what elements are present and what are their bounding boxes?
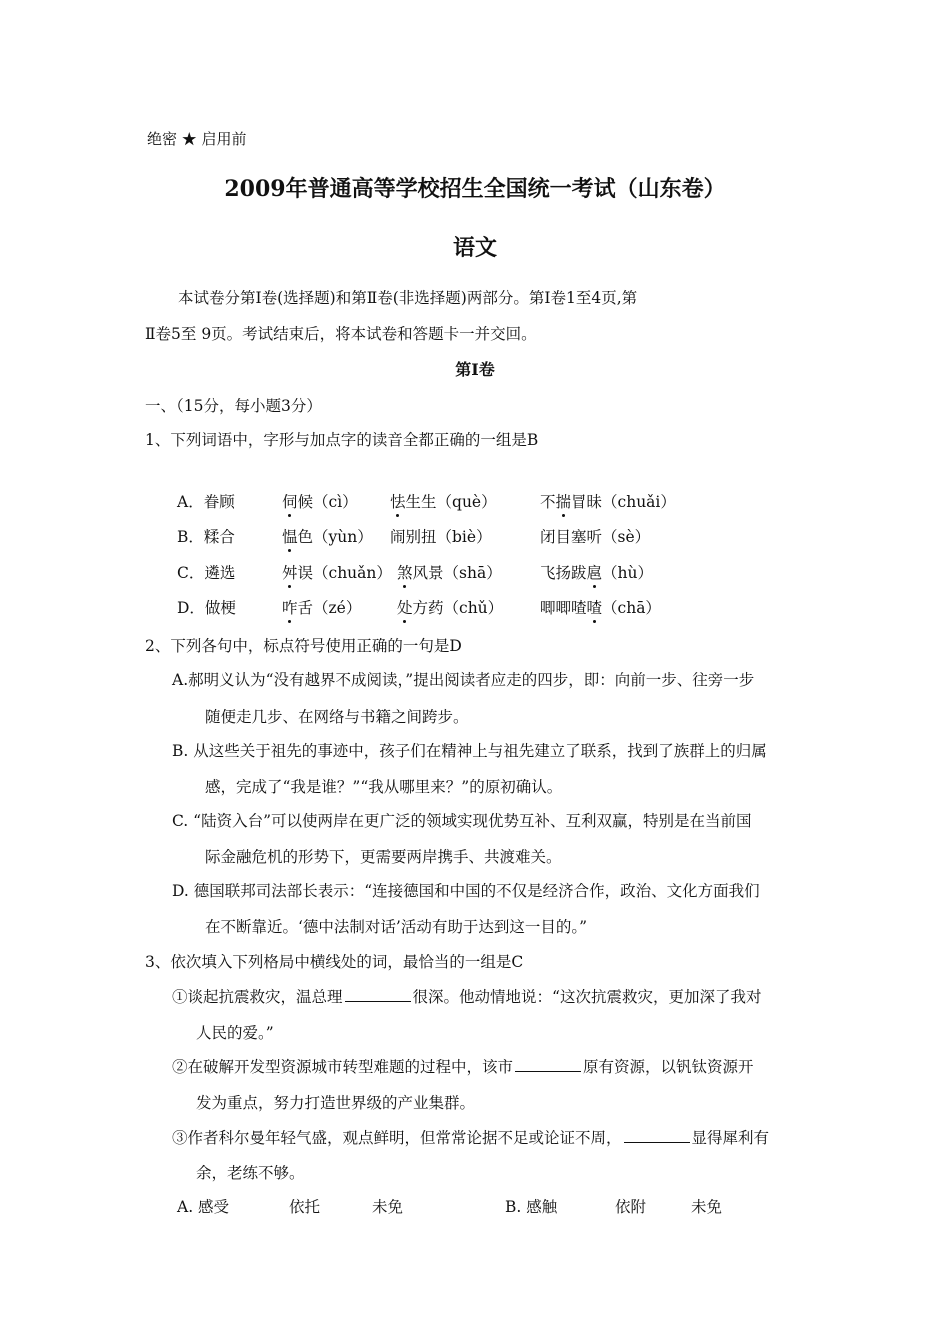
option-label: D．做梗 <box>177 599 236 617</box>
dotted-char: 伺 <box>282 490 298 512</box>
q2-option-c-line-2: 际金融危机的形势下，更需要两岸携手、共渡难关。 <box>205 848 562 866</box>
q2-option-a-line-1: A.郝明义认为“没有越界不成阅读，”提出阅读者应走的四步，即：向前一步、往旁一步 <box>172 671 755 689</box>
dotted-char: 咋 <box>282 596 298 618</box>
confidential-mark: 绝密 ★ 启用前 <box>147 130 247 148</box>
dotted-char: 扈 <box>587 561 603 583</box>
q3-option-a-word-3: 未免 <box>372 1198 404 1216</box>
dotted-char: 处 <box>397 596 413 618</box>
fill-blank <box>624 1128 690 1143</box>
dotted-char: 喳 <box>587 596 603 618</box>
q3-sentence-1-line-1: ①谈起抗震救灾，温总理 很深。他动情地说：“这次抗震救灾，更加深了我对 <box>172 988 762 1006</box>
q3-sentence-3-line-1: ③作者科尔曼年轻气盛，观点鲜明，但常常论据不足或论证不周， 显得犀利有 <box>172 1129 770 1147</box>
question-1-stem: 1、下列词语中，字形与加点字的读音全都正确的一组是B <box>145 431 539 449</box>
dotted-char: 怯 <box>390 490 406 512</box>
q3-option-b-label: B. 感触 <box>505 1198 558 1216</box>
fill-blank <box>345 987 411 1002</box>
q3-option-a-word-2: 依托 <box>289 1198 321 1216</box>
option-label: B．糅合 <box>177 528 235 546</box>
section-heading: 第Ⅰ卷 <box>455 360 495 379</box>
option-label: A．眷顾 <box>177 493 235 511</box>
q1-option-d: D．做梗 咋舌（zé） 处方药（chǔ） 唧唧喳喳（chā） <box>0 596 950 618</box>
q2-option-a-line-2: 随便走几步、在网络与书籍之间跨步。 <box>205 708 469 726</box>
part-one-heading: 一、（15分，每小题3分） <box>145 397 322 415</box>
q2-option-b-line-2: 感，完成了“我是谁？”“我从哪里来？”的原初确认。 <box>205 778 563 796</box>
fill-blank <box>515 1057 581 1072</box>
q3-sentence-2-line-1: ②在破解开发型资源城市转型难题的过程中，该市 原有资源，以钒钛资源开 <box>172 1058 754 1076</box>
q3-option-a-label: A. 感受 <box>177 1198 230 1216</box>
dotted-char: 揣 <box>556 490 572 512</box>
q3-sentence-2-line-2: 发为重点，努力打造世界级的产业集群。 <box>196 1094 476 1112</box>
exam-title: 2009年普通高等学校招生全国统一考试（山东卷） <box>224 176 726 202</box>
dotted-char: 愠 <box>282 525 298 547</box>
q3-sentence-3-line-2: 余，老练不够。 <box>196 1164 305 1182</box>
q3-option-b-word-3: 未免 <box>691 1198 723 1216</box>
intro-line-2: Ⅱ卷5至 9页。考试结束后，将本试卷和答题卡一并交回。 <box>145 325 537 343</box>
q3-option-b-word-2: 依附 <box>615 1198 647 1216</box>
q2-option-d-line-1: D. 德国联邦司法部长表示：“连接德国和中国的不仅是经济合作，政治、文化方面我们 <box>172 882 760 900</box>
q3-options-row <box>0 1195 950 1217</box>
q2-option-d-line-2: 在不断靠近。‘德中法制对话’活动有助于达到这一目的。” <box>205 918 588 936</box>
question-3-stem: 3、依次填入下列格局中横线处的词，最恰当的一组是C <box>145 953 524 971</box>
q2-option-c-line-1: C. “陆资入台”可以使两岸在更广泛的领域实现优势互补、互利双赢，特别是在当前国 <box>172 812 752 830</box>
dotted-char: 煞 <box>397 561 413 583</box>
q1-option-c: C．遴选 舛误（chuǎn） 煞风景（shā） 飞扬跋扈（hù） <box>0 561 950 583</box>
option-label: C．遴选 <box>177 564 236 582</box>
q1-option-b: B．糅合 愠色（yùn） 闹别扭（biè） 闭目塞听（sè） <box>0 525 950 547</box>
dotted-char: 舛 <box>282 561 298 583</box>
subject-title: 语文 <box>452 235 497 261</box>
question-2-stem: 2、下列各句中，标点符号使用正确的一句是D <box>145 637 462 655</box>
q2-option-b-line-1: B. 从这些关于祖先的事迹中，孩子们在精神上与祖先建立了联系，找到了族群上的归属 <box>172 742 767 760</box>
intro-line-1: 本试卷分第Ⅰ卷(选择题)和第Ⅱ卷(非选择题)两部分。第Ⅰ卷1至4页,第 <box>178 289 638 307</box>
q3-sentence-1-line-2: 人民的爱。” <box>196 1024 274 1042</box>
q1-option-a: A．眷顾 伺候（cì） 怯生生（què） 不揣冒昧（chuǎi） <box>0 490 950 512</box>
